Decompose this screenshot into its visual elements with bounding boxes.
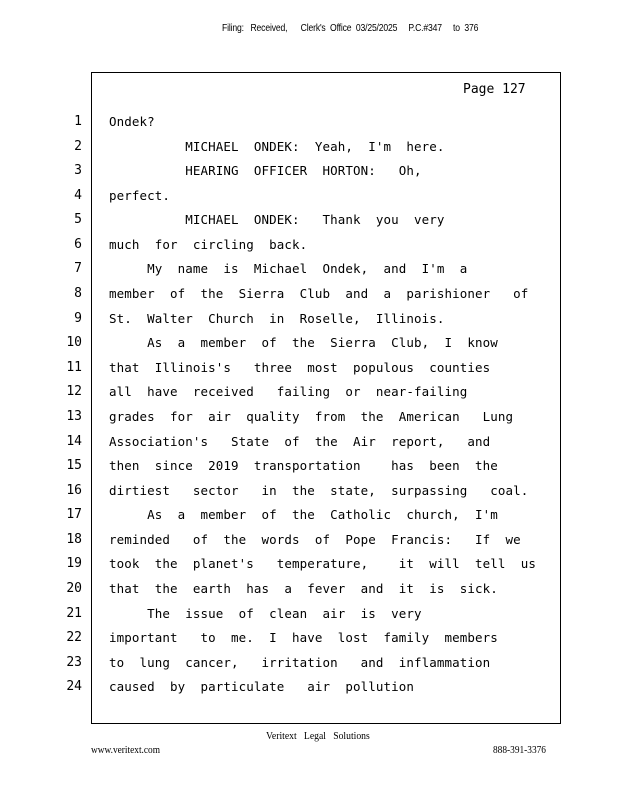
page-number: Page 127: [463, 82, 526, 97]
line-number: 13: [66, 409, 82, 424]
transcript-line: The issue of clean air is very: [109, 606, 422, 621]
transcript-line: As a member of the Catholic church, I'm: [109, 507, 498, 522]
transcript-line: dirtiest sector in the state, surpassing coal.: [109, 483, 529, 498]
line-number: 15: [66, 458, 82, 473]
transcript-line: much for circling back.: [109, 237, 308, 252]
transcript-line: important to me. I have lost family members: [109, 630, 498, 645]
line-number: 24: [66, 679, 82, 694]
footer-company: Veritext Legal Solutions: [266, 730, 370, 742]
line-number: 5: [74, 212, 82, 227]
transcript-line: then since 2019 transportation has been the: [109, 458, 498, 473]
line-number: 18: [66, 532, 82, 547]
line-number: 12: [66, 384, 82, 399]
footer-phone: 888-391-3376: [493, 744, 546, 756]
transcript-line: MICHAEL ONDEK: Thank you very: [109, 212, 445, 227]
line-number: 16: [66, 483, 82, 498]
line-number: 10: [66, 335, 82, 350]
line-number: 3: [74, 163, 82, 178]
transcript-line: grades for air quality from the American Lung: [109, 409, 514, 424]
transcript-line: reminded of the words of Pope Francis: If we: [109, 532, 521, 547]
filing-stamp: Filing: Received, Clerk's Office 03/25/2025 P.C.#347 to 376: [222, 22, 479, 34]
line-number: 14: [66, 434, 82, 449]
line-number: 6: [74, 237, 82, 252]
transcript-line: perfect.: [109, 188, 171, 203]
line-number: 23: [66, 655, 82, 670]
transcript-line: MICHAEL ONDEK: Yeah, I'm here.: [109, 139, 445, 154]
transcript-line: member of the Sierra Club and a parishioner of: [109, 286, 529, 301]
transcript-line: Ondek?: [109, 114, 155, 129]
transcript-line: took the planet's temperature, it will tell us: [109, 556, 537, 571]
transcript-line: all have received failing or near-failing: [109, 384, 468, 399]
transcript-line: that Illinois's three most populous counties: [109, 360, 491, 375]
line-number: 11: [66, 360, 82, 375]
line-number: 22: [66, 630, 82, 645]
transcript-line: My name is Michael Ondek, and I'm a: [109, 261, 468, 276]
transcript-line: caused by particulate air pollution: [109, 679, 415, 694]
transcript-line: As a member of the Sierra Club, I know: [109, 335, 498, 350]
footer-website: www.veritext.com: [91, 744, 160, 756]
transcript-line: to lung cancer, irritation and inflammation: [109, 655, 491, 670]
line-number: 2: [74, 139, 82, 154]
line-number: 21: [66, 606, 82, 621]
transcript-line: HEARING OFFICER HORTON: Oh,: [109, 163, 422, 178]
transcript-line: that the earth has a fever and it is sick.: [109, 581, 498, 596]
line-number: 19: [66, 556, 82, 571]
line-number: 4: [74, 188, 82, 203]
line-number: 1: [74, 114, 82, 129]
line-number: 8: [74, 286, 82, 301]
line-number: 9: [74, 311, 82, 326]
line-number: 17: [66, 507, 82, 522]
transcript-line: St. Walter Church in Roselle, Illinois.: [109, 311, 445, 326]
line-number: 7: [74, 261, 82, 276]
transcript-line: Association's State of the Air report, and: [109, 434, 491, 449]
line-number: 20: [66, 581, 82, 596]
